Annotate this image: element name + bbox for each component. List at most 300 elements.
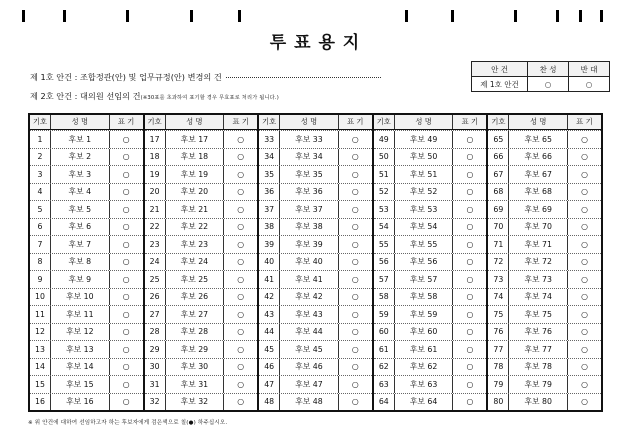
candidate-number: 70	[488, 219, 509, 236]
candidate-number: 66	[488, 149, 509, 166]
candidate-number: 6	[30, 219, 51, 236]
mark-circle[interactable]: ○	[581, 397, 588, 407]
mark-circle[interactable]: ○	[351, 274, 359, 284]
candidate-number: 3	[30, 166, 51, 183]
candidate-number: 42	[259, 289, 280, 306]
agenda-item-2-note: (※30표를 초과하여 표기할 경우 무효표로 처리가 됩니다.)	[140, 95, 279, 101]
candidate-number: 54	[374, 219, 395, 236]
mark-circle[interactable]: ○	[351, 222, 359, 232]
registration-mark	[22, 10, 25, 22]
candidate-number: 10	[30, 289, 51, 306]
mark-circle[interactable]: ○	[237, 257, 245, 267]
candidate-row	[259, 253, 372, 271]
candidate-name: 후보 17	[166, 131, 225, 148]
candidate-name: 후보 19	[166, 166, 225, 183]
candidate-row	[374, 340, 487, 358]
candidate-row	[488, 340, 601, 358]
candidate-name: 후보 76	[509, 324, 568, 341]
mark-circle[interactable]: ○	[351, 379, 359, 389]
candidate-name: 후보 5	[51, 201, 110, 218]
mark-circle[interactable]: ○	[581, 169, 588, 179]
candidate-number: 68	[488, 184, 509, 201]
candidate-name: 후보 48	[280, 394, 339, 411]
candidate-name: 후보 9	[51, 271, 110, 288]
mark-circle[interactable]: ○	[237, 292, 245, 302]
candidate-row	[374, 148, 487, 166]
candidate-name: 후보 33	[280, 131, 339, 148]
candidate-row	[488, 165, 601, 183]
mark-circle[interactable]: ○	[466, 257, 474, 267]
approve-circle[interactable]: ○	[528, 77, 569, 92]
mark-circle[interactable]: ○	[581, 379, 588, 389]
mark-circle[interactable]: ○	[351, 344, 359, 354]
candidate-name: 후보 41	[280, 271, 339, 288]
candidate-group	[486, 115, 601, 410]
mark-circle[interactable]: ○	[351, 187, 359, 197]
candidate-number: 69	[488, 201, 509, 218]
candidate-row	[259, 288, 372, 306]
header-name: 성 명	[509, 115, 568, 129]
candidate-number: 52	[374, 184, 395, 201]
candidate-number: 77	[488, 341, 509, 358]
mark-circle[interactable]: ○	[237, 327, 245, 337]
candidate-row	[374, 305, 487, 323]
candidate-row	[30, 183, 143, 201]
candidate-row	[488, 183, 601, 201]
candidate-number: 37	[259, 201, 280, 218]
candidate-name: 후보 26	[166, 289, 225, 306]
mark-circle[interactable]: ○	[122, 309, 130, 319]
candidate-number: 75	[488, 306, 509, 323]
candidate-row	[374, 218, 487, 236]
candidate-name: 후보 14	[51, 359, 110, 376]
candidate-number: 5	[30, 201, 51, 218]
mark-circle[interactable]: ○	[351, 397, 359, 407]
mark-circle[interactable]: ○	[237, 379, 245, 389]
mark-circle[interactable]: ○	[581, 239, 588, 249]
candidate-number: 62	[374, 359, 395, 376]
candidate-group	[143, 115, 258, 410]
candidate-row	[488, 200, 601, 218]
candidate-number: 1	[30, 131, 51, 148]
candidate-name: 후보 29	[166, 341, 225, 358]
candidate-number: 53	[374, 201, 395, 218]
mark-circle[interactable]: ○	[122, 239, 130, 249]
candidate-number: 35	[259, 166, 280, 183]
candidate-row	[259, 183, 372, 201]
registration-mark	[405, 10, 408, 22]
mark-circle[interactable]: ○	[581, 204, 588, 214]
candidate-number: 30	[145, 359, 166, 376]
candidate-name: 후보 66	[509, 149, 568, 166]
mark-circle[interactable]: ○	[466, 134, 474, 144]
mark-circle[interactable]: ○	[237, 152, 245, 162]
header-mark: 표 기	[347, 117, 364, 126]
candidate-name: 후보 50	[395, 149, 454, 166]
candidate-group	[30, 115, 143, 410]
candidate-name: 후보 25	[166, 271, 225, 288]
candidate-name: 후보 73	[509, 271, 568, 288]
candidate-row	[488, 148, 601, 166]
candidate-name: 후보 53	[395, 201, 454, 218]
candidate-row	[259, 358, 372, 376]
candidate-number: 55	[374, 236, 395, 253]
candidate-row	[488, 270, 601, 288]
header-name: 성 명	[280, 115, 339, 129]
oppose-circle[interactable]: ○	[569, 77, 610, 92]
candidate-number: 57	[374, 271, 395, 288]
mark-circle[interactable]: ○	[466, 362, 474, 372]
candidate-row	[30, 375, 143, 393]
mark-circle[interactable]: ○	[466, 274, 474, 284]
candidate-number: 73	[488, 271, 509, 288]
mark-circle[interactable]: ○	[581, 274, 588, 284]
candidate-number: 51	[374, 166, 395, 183]
candidate-row	[145, 183, 258, 201]
candidate-number: 46	[259, 359, 280, 376]
candidate-header-row	[488, 115, 601, 130]
candidate-row	[488, 130, 601, 148]
mark-circle[interactable]: ○	[237, 169, 245, 179]
candidate-number: 17	[145, 131, 166, 148]
candidate-number: 72	[488, 254, 509, 271]
mark-circle[interactable]: ○	[122, 187, 130, 197]
candidate-number: 31	[145, 376, 166, 393]
mark-circle[interactable]: ○	[581, 309, 588, 319]
mark-circle[interactable]: ○	[581, 327, 588, 337]
candidate-row	[374, 253, 487, 271]
candidate-name: 후보 72	[509, 254, 568, 271]
mark-circle[interactable]: ○	[351, 169, 359, 179]
candidate-name: 후보 18	[166, 149, 225, 166]
candidate-name: 후보 62	[395, 359, 454, 376]
candidate-name: 후보 51	[395, 166, 454, 183]
mark-circle[interactable]: ○	[122, 274, 130, 284]
candidate-name: 후보 8	[51, 254, 110, 271]
candidate-name: 후보 38	[280, 219, 339, 236]
candidate-number: 36	[259, 184, 280, 201]
mark-circle[interactable]: ○	[466, 222, 474, 232]
candidate-name: 후보 67	[509, 166, 568, 183]
agenda-item-1-text: 제 1호 안건 : 조합정관(안) 및 업무규정(안) 변경의 건	[30, 72, 222, 82]
mark-circle[interactable]: ○	[351, 327, 359, 337]
candidate-row	[30, 393, 143, 411]
candidate-row	[145, 358, 258, 376]
candidate-row	[30, 270, 143, 288]
candidate-name: 후보 13	[51, 341, 110, 358]
candidate-number: 71	[488, 236, 509, 253]
header-name: 성 명	[51, 115, 110, 129]
mark-circle[interactable]: ○	[237, 362, 245, 372]
candidate-name: 후보 2	[51, 149, 110, 166]
mark-circle[interactable]: ○	[237, 397, 245, 407]
candidate-row	[145, 375, 258, 393]
candidate-number: 60	[374, 324, 395, 341]
mark-circle[interactable]: ○	[237, 239, 245, 249]
candidate-number: 22	[145, 219, 166, 236]
candidate-number: 14	[30, 359, 51, 376]
candidate-row	[259, 270, 372, 288]
mark-circle[interactable]: ○	[351, 362, 359, 372]
candidate-row	[30, 288, 143, 306]
candidate-name: 후보 31	[166, 376, 225, 393]
candidate-name: 후보 21	[166, 201, 225, 218]
candidate-row	[374, 358, 487, 376]
registration-mark	[190, 10, 193, 22]
mark-circle[interactable]: ○	[581, 257, 588, 267]
mark-circle[interactable]: ○	[122, 327, 130, 337]
mark-circle[interactable]: ○	[122, 344, 130, 354]
mark-circle[interactable]: ○	[351, 134, 359, 144]
candidate-number: 58	[374, 289, 395, 306]
mark-circle[interactable]: ○	[351, 292, 359, 302]
header-number: 기호	[374, 115, 395, 129]
candidate-row	[145, 305, 258, 323]
candidate-name: 후보 57	[395, 271, 454, 288]
candidate-row	[145, 340, 258, 358]
candidate-row	[30, 323, 143, 341]
candidate-row	[145, 218, 258, 236]
mark-circle[interactable]: ○	[466, 204, 474, 214]
candidate-name: 후보 24	[166, 254, 225, 271]
mark-circle[interactable]: ○	[351, 309, 359, 319]
candidate-name: 후보 71	[509, 236, 568, 253]
mark-circle[interactable]: ○	[351, 152, 359, 162]
candidate-number: 20	[145, 184, 166, 201]
candidate-name: 후보 37	[280, 201, 339, 218]
candidate-header-row	[259, 115, 372, 130]
candidate-row	[30, 165, 143, 183]
candidate-name: 후보 60	[395, 324, 454, 341]
candidate-name: 후보 68	[509, 184, 568, 201]
candidate-number: 61	[374, 341, 395, 358]
mark-circle[interactable]: ○	[466, 152, 474, 162]
mark-circle[interactable]: ○	[466, 379, 474, 389]
mark-circle[interactable]: ○	[122, 257, 130, 267]
mark-circle[interactable]: ○	[122, 397, 130, 407]
mark-circle[interactable]: ○	[122, 379, 130, 389]
mark-circle[interactable]: ○	[237, 344, 245, 354]
candidate-number: 43	[259, 306, 280, 323]
mark-circle[interactable]: ○	[122, 152, 130, 162]
mark-circle[interactable]: ○	[122, 362, 130, 372]
mark-circle[interactable]: ○	[237, 134, 245, 144]
candidate-row	[374, 288, 487, 306]
candidate-row	[145, 130, 258, 148]
mark-circle[interactable]: ○	[237, 309, 245, 319]
mark-circle[interactable]: ○	[122, 204, 130, 214]
candidate-number: 27	[145, 306, 166, 323]
candidate-name: 후보 75	[509, 306, 568, 323]
candidate-number: 16	[30, 394, 51, 411]
candidate-number: 76	[488, 324, 509, 341]
candidate-row	[30, 148, 143, 166]
candidate-name: 후보 10	[51, 289, 110, 306]
page-title: 투 표 용 지	[269, 33, 361, 53]
mark-circle[interactable]: ○	[466, 292, 474, 302]
registration-mark	[238, 10, 241, 22]
candidate-name: 후보 12	[51, 324, 110, 341]
candidate-row	[145, 148, 258, 166]
candidate-number: 12	[30, 324, 51, 341]
vote-row-label: 제 1호 안건	[472, 77, 528, 92]
candidate-row	[374, 165, 487, 183]
candidate-row	[30, 235, 143, 253]
agenda-item-2-text: 제 2호 안건 : 대의원 선임의 건	[30, 91, 141, 101]
candidate-number: 38	[259, 219, 280, 236]
mark-circle[interactable]: ○	[581, 187, 588, 197]
candidate-row	[145, 323, 258, 341]
candidate-number: 15	[30, 376, 51, 393]
candidate-number: 26	[145, 289, 166, 306]
candidate-row	[259, 235, 372, 253]
candidate-number: 40	[259, 254, 280, 271]
candidate-number: 13	[30, 341, 51, 358]
mark-circle[interactable]: ○	[237, 187, 245, 197]
candidate-name: 후보 4	[51, 184, 110, 201]
candidate-name: 후보 59	[395, 306, 454, 323]
mark-circle[interactable]: ○	[581, 362, 588, 372]
candidate-name: 후보 79	[509, 376, 568, 393]
candidate-row	[259, 375, 372, 393]
candidate-row	[145, 253, 258, 271]
mark-circle[interactable]: ○	[351, 204, 359, 214]
header-name: 성 명	[395, 115, 454, 129]
candidate-name: 후보 70	[509, 219, 568, 236]
candidate-number: 11	[30, 306, 51, 323]
candidate-name: 후보 20	[166, 184, 225, 201]
candidate-group	[372, 115, 487, 410]
candidate-row	[145, 270, 258, 288]
candidate-table	[28, 113, 603, 412]
candidate-number: 24	[145, 254, 166, 271]
mark-circle[interactable]: ○	[581, 134, 588, 144]
candidate-number: 48	[259, 394, 280, 411]
mark-circle[interactable]: ○	[581, 344, 588, 354]
candidate-row	[488, 323, 601, 341]
candidate-name: 후보 78	[509, 359, 568, 376]
candidate-row	[374, 393, 487, 411]
candidate-number: 59	[374, 306, 395, 323]
candidate-name: 후보 45	[280, 341, 339, 358]
vote-header-agenda: 안 건	[472, 62, 528, 77]
candidate-number: 39	[259, 236, 280, 253]
mark-circle[interactable]: ○	[466, 239, 474, 249]
candidate-row	[259, 200, 372, 218]
candidate-name: 후보 39	[280, 236, 339, 253]
candidate-name: 후보 42	[280, 289, 339, 306]
candidate-number: 65	[488, 131, 509, 148]
header-number: 기호	[30, 115, 51, 129]
candidate-header-row	[145, 115, 258, 130]
candidate-name: 후보 61	[395, 341, 454, 358]
candidate-number: 18	[145, 149, 166, 166]
mark-circle[interactable]: ○	[466, 344, 474, 354]
candidate-row	[374, 183, 487, 201]
candidate-number: 7	[30, 236, 51, 253]
candidate-number: 74	[488, 289, 509, 306]
mark-circle[interactable]: ○	[122, 292, 130, 302]
candidate-number: 45	[259, 341, 280, 358]
candidate-name: 후보 7	[51, 236, 110, 253]
mark-circle[interactable]: ○	[466, 309, 474, 319]
candidate-name: 후보 34	[280, 149, 339, 166]
candidate-name: 후보 16	[51, 394, 110, 411]
candidate-row	[259, 305, 372, 323]
candidate-row	[145, 200, 258, 218]
candidate-number: 23	[145, 236, 166, 253]
mark-circle[interactable]: ○	[122, 222, 130, 232]
candidate-row	[30, 218, 143, 236]
candidate-row	[145, 235, 258, 253]
mark-circle[interactable]: ○	[351, 239, 359, 249]
mark-circle[interactable]: ○	[581, 292, 588, 302]
mark-circle[interactable]: ○	[466, 169, 474, 179]
candidate-name: 후보 65	[509, 131, 568, 148]
candidate-name: 후보 58	[395, 289, 454, 306]
mark-circle[interactable]: ○	[466, 397, 474, 407]
dotted-leader	[226, 77, 381, 78]
candidate-number: 9	[30, 271, 51, 288]
agenda-item-1	[30, 72, 381, 83]
candidate-number: 47	[259, 376, 280, 393]
candidate-number: 28	[145, 324, 166, 341]
candidate-row	[259, 323, 372, 341]
mark-circle[interactable]: ○	[351, 257, 359, 267]
mark-circle[interactable]: ○	[122, 134, 130, 144]
candidate-name: 후보 56	[395, 254, 454, 271]
candidate-group	[257, 115, 372, 410]
header-mark: 표 기	[117, 117, 135, 126]
candidate-number: 19	[145, 166, 166, 183]
candidate-number: 4	[30, 184, 51, 201]
candidate-row	[259, 165, 372, 183]
candidate-name: 후보 3	[51, 166, 110, 183]
candidate-row	[259, 340, 372, 358]
candidate-row	[259, 148, 372, 166]
candidate-header-row	[374, 115, 487, 130]
mark-circle[interactable]: ○	[122, 169, 130, 179]
agenda-vote-table	[471, 61, 610, 92]
mark-circle[interactable]: ○	[466, 327, 474, 337]
candidate-number: 56	[374, 254, 395, 271]
registration-mark	[451, 10, 454, 22]
candidate-name: 후보 27	[166, 306, 225, 323]
candidate-name: 후보 47	[280, 376, 339, 393]
candidate-name: 후보 40	[280, 254, 339, 271]
mark-circle[interactable]: ○	[581, 152, 588, 162]
candidate-number: 29	[145, 341, 166, 358]
candidate-number: 8	[30, 254, 51, 271]
candidate-row	[374, 270, 487, 288]
mark-circle[interactable]: ○	[466, 187, 474, 197]
candidate-row	[30, 340, 143, 358]
mark-circle[interactable]: ○	[237, 222, 245, 232]
candidate-row	[488, 358, 601, 376]
registration-mark	[63, 10, 66, 22]
mark-circle[interactable]: ○	[237, 274, 245, 284]
mark-circle[interactable]: ○	[237, 204, 245, 214]
candidate-number: 34	[259, 149, 280, 166]
candidate-row	[30, 253, 143, 271]
candidate-number: 64	[374, 394, 395, 411]
registration-mark	[126, 10, 129, 22]
header-name: 성 명	[166, 115, 225, 129]
candidate-name: 후보 77	[509, 341, 568, 358]
candidate-number: 41	[259, 271, 280, 288]
candidate-row	[30, 305, 143, 323]
mark-circle[interactable]: ○	[581, 222, 588, 232]
